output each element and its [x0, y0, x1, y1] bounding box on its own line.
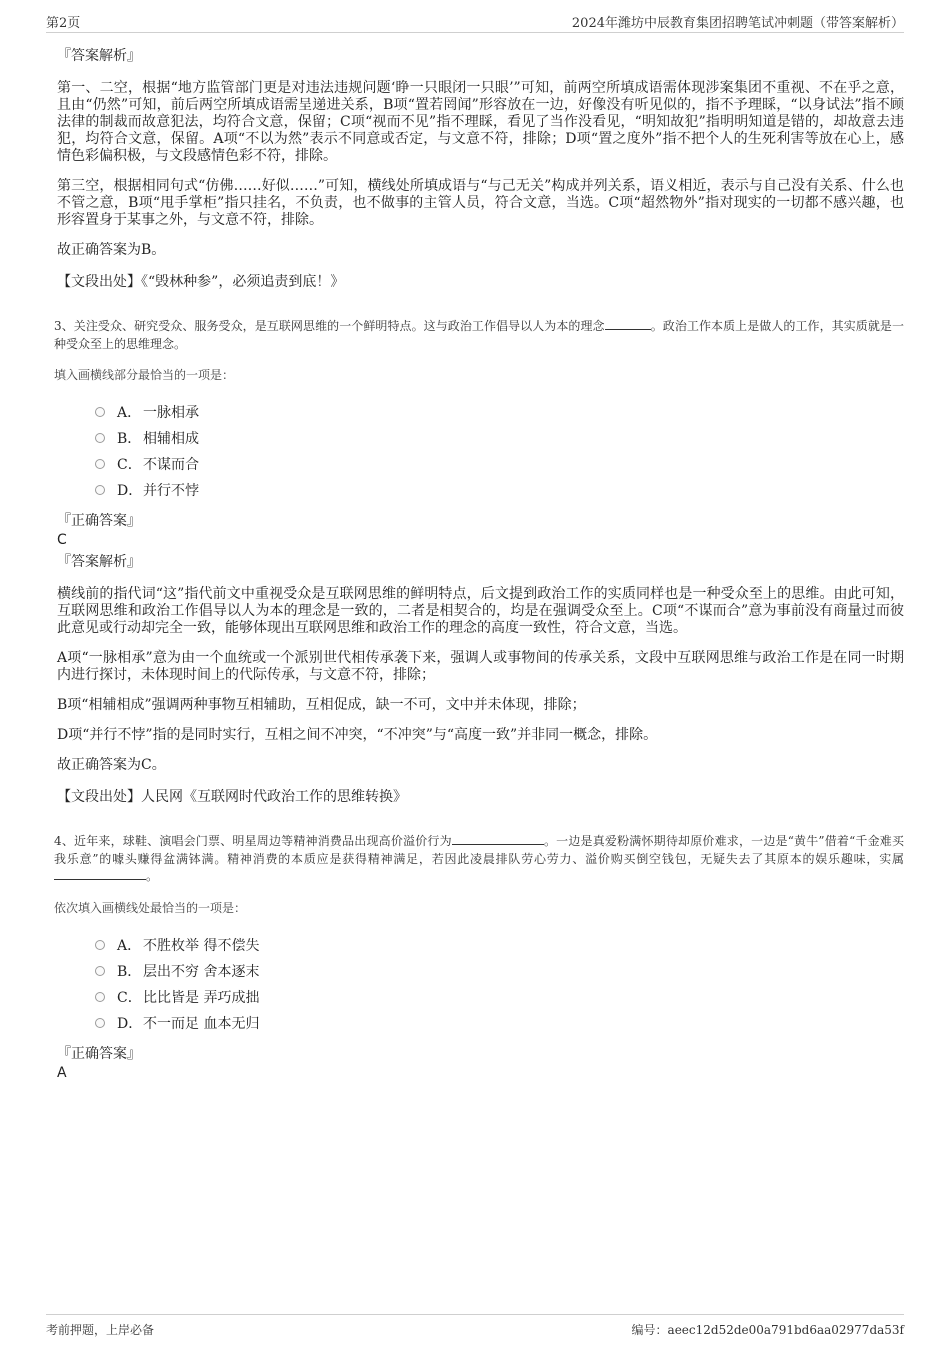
fill-blank — [54, 868, 146, 880]
page-content — [54, 46, 904, 1085]
analysis-paragraph: 第三空，根据相同句式“仿佛……好似……”可知，横线处所填成语与“与己无关”构成并列关系，语义相近，表示与自己没有关系、什么也不管之意，B项“甩手掌柜”指只挂名，不负责，也不做事的主管人员，符合文意，当选。C项“超然物外”指对现实的一切都不感兴趣，也形容置身于某事之外，与文意不符，排除。 — [57, 178, 904, 228]
radio-icon[interactable] — [95, 407, 105, 417]
radio-icon[interactable] — [95, 459, 105, 469]
question-4-text: 4、近年来，球鞋、演唱会门票、明星周边等精神消费品出现高价溢价行为 。一边是真爱粉满怀期待却原价难求，一边是“黄牛”借着“千金难买我乐意”的噱头赚得盆满钵满。精神消费的本质应是获得精神满足，若因此凌晨排队劳心劳力、溢价购买倒空钱包，无疑失去了其原本的娱乐趣味，实属。 — [54, 834, 904, 883]
correct-answer-label: 『正确答案』 — [57, 1045, 141, 1062]
page-number: 第2页 — [46, 16, 81, 31]
analysis-paragraph: D项“并行不悖”指的是同时实行，互相之间不冲突，“不冲突”与“高度一致”并非同一概念，排除。 — [57, 727, 658, 743]
document-id: 编号：aeec12d52de00a791bd6aa02977da53f — [631, 1323, 904, 1337]
radio-icon[interactable] — [95, 992, 105, 1002]
radio-icon[interactable] — [95, 1018, 105, 1028]
radio-icon[interactable] — [95, 485, 105, 495]
option-b[interactable]: B． 层出不穷 舍本逐末 — [95, 959, 904, 985]
correct-answer-value: A — [57, 1064, 67, 1081]
option-b[interactable]: B． 相辅相成 — [95, 426, 904, 452]
analysis-conclusion: 故正确答案为C。 — [57, 757, 166, 773]
option-d[interactable]: D．不一而足 血本无归 — [95, 1011, 904, 1037]
fill-blank — [452, 833, 544, 845]
question-4-prompt: 依次填入画横线处最恰当的一项是： — [54, 900, 247, 915]
analysis-label: 『答案解析』 — [57, 48, 141, 64]
page-footer — [46, 1314, 904, 1345]
fill-blank — [605, 318, 651, 330]
document-title: 2024年潍坊中辰教育集团招聘笔试冲刺题（带答案解析） — [571, 16, 904, 31]
option-c[interactable]: C．不谋而合 — [95, 452, 904, 478]
analysis-paragraph: 横线前的指代词“这”指代前文中重视受众是互联网思维的鲜明特点，后文提到政治工作的实质同样也是一种受众至上的思维。由此可知，互联网思维和政治工作倡导以人为本的理念是一致的，二者是相契合的，均是在强调受众至上。C项“不谋而合”意为事前没有商量过而彼此意见或行动却完全一致，能够体现出互联网思维和政治工作的理念的高度一致性，符合文意，当选。 — [57, 586, 904, 636]
footer-slogan: 考前押题，上岸必备 — [46, 1323, 155, 1337]
analysis-conclusion: 故正确答案为B。 — [57, 242, 166, 258]
source-citation: 【文段出处】《“毁林种参”，必须追责到底！》 — [57, 274, 345, 290]
question-3-prompt: 填入画横线部分最恰当的一项是： — [54, 368, 235, 382]
radio-icon[interactable] — [95, 433, 105, 443]
question-4-options — [95, 933, 904, 1037]
analysis-paragraph: 第一、二空，根据“地方监管部门更是对违法违规问题‘睁一只眼闭一只眼’”可知，前两空所填成语需体现涉案集团不重视、不在乎之意，且由“仍然”可知，前后两空所填成语需呈递进关系，B项“置若罔闻”形容放在一边，好像没有听见似的，指不予理睬，“以身试法”指不顾法律的制裁而故意犯法，均符合文意，保留；C项“视而不见”指不理睬，看见了当作没看见，“明知故犯”指明明知道是错的，却故意去违犯，均符合文意，保留。A项“不以为然”表示不同意或否定，与文意不符，排除；D项“置之度外”指不把个人的生死利害等放在心上，感情色彩偏积极，与文段感情色彩不符，排除。 — [57, 80, 904, 164]
question-3-text: 3、关注受众、研究受众、服务受众，是互联网思维的一个鲜明特点。这与政治工作倡导以人为本的理念 。政治工作本质上是做人的工作，其实质就是一种受众至上的思维理念。 — [54, 319, 904, 351]
option-d[interactable]: D．并行不悖 — [95, 478, 904, 504]
analysis-paragraph: A项“一脉相承”意为由一个血统或一个派别世代相传承袭下来，强调人或事物间的传承关系，文段中互联网思维与政治工作是在同一时期内进行探讨，未体现时间上的代际传承，与文意不符，排除； — [57, 650, 904, 683]
option-c[interactable]: C．比比皆是 弄巧成拙 — [95, 985, 904, 1011]
option-a[interactable]: A． 一脉相承 — [95, 400, 904, 426]
radio-icon[interactable] — [95, 966, 105, 976]
option-a[interactable]: A． 不胜枚举 得不偿失 — [95, 933, 904, 959]
analysis-paragraph: B项“相辅相成”强调两种事物互相辅助，互相促成，缺一不可，文中并未体现，排除； — [57, 697, 586, 713]
analysis-label: 『答案解析』 — [57, 554, 141, 570]
source-citation: 【文段出处】人民网《互联网时代政治工作的思维转换》 — [57, 789, 407, 805]
question-3-options — [95, 400, 904, 504]
correct-answer-label: 『正确答案』 — [57, 513, 141, 529]
radio-icon[interactable] — [95, 940, 105, 950]
page-header — [46, 0, 904, 33]
correct-answer-value: C — [57, 532, 67, 548]
